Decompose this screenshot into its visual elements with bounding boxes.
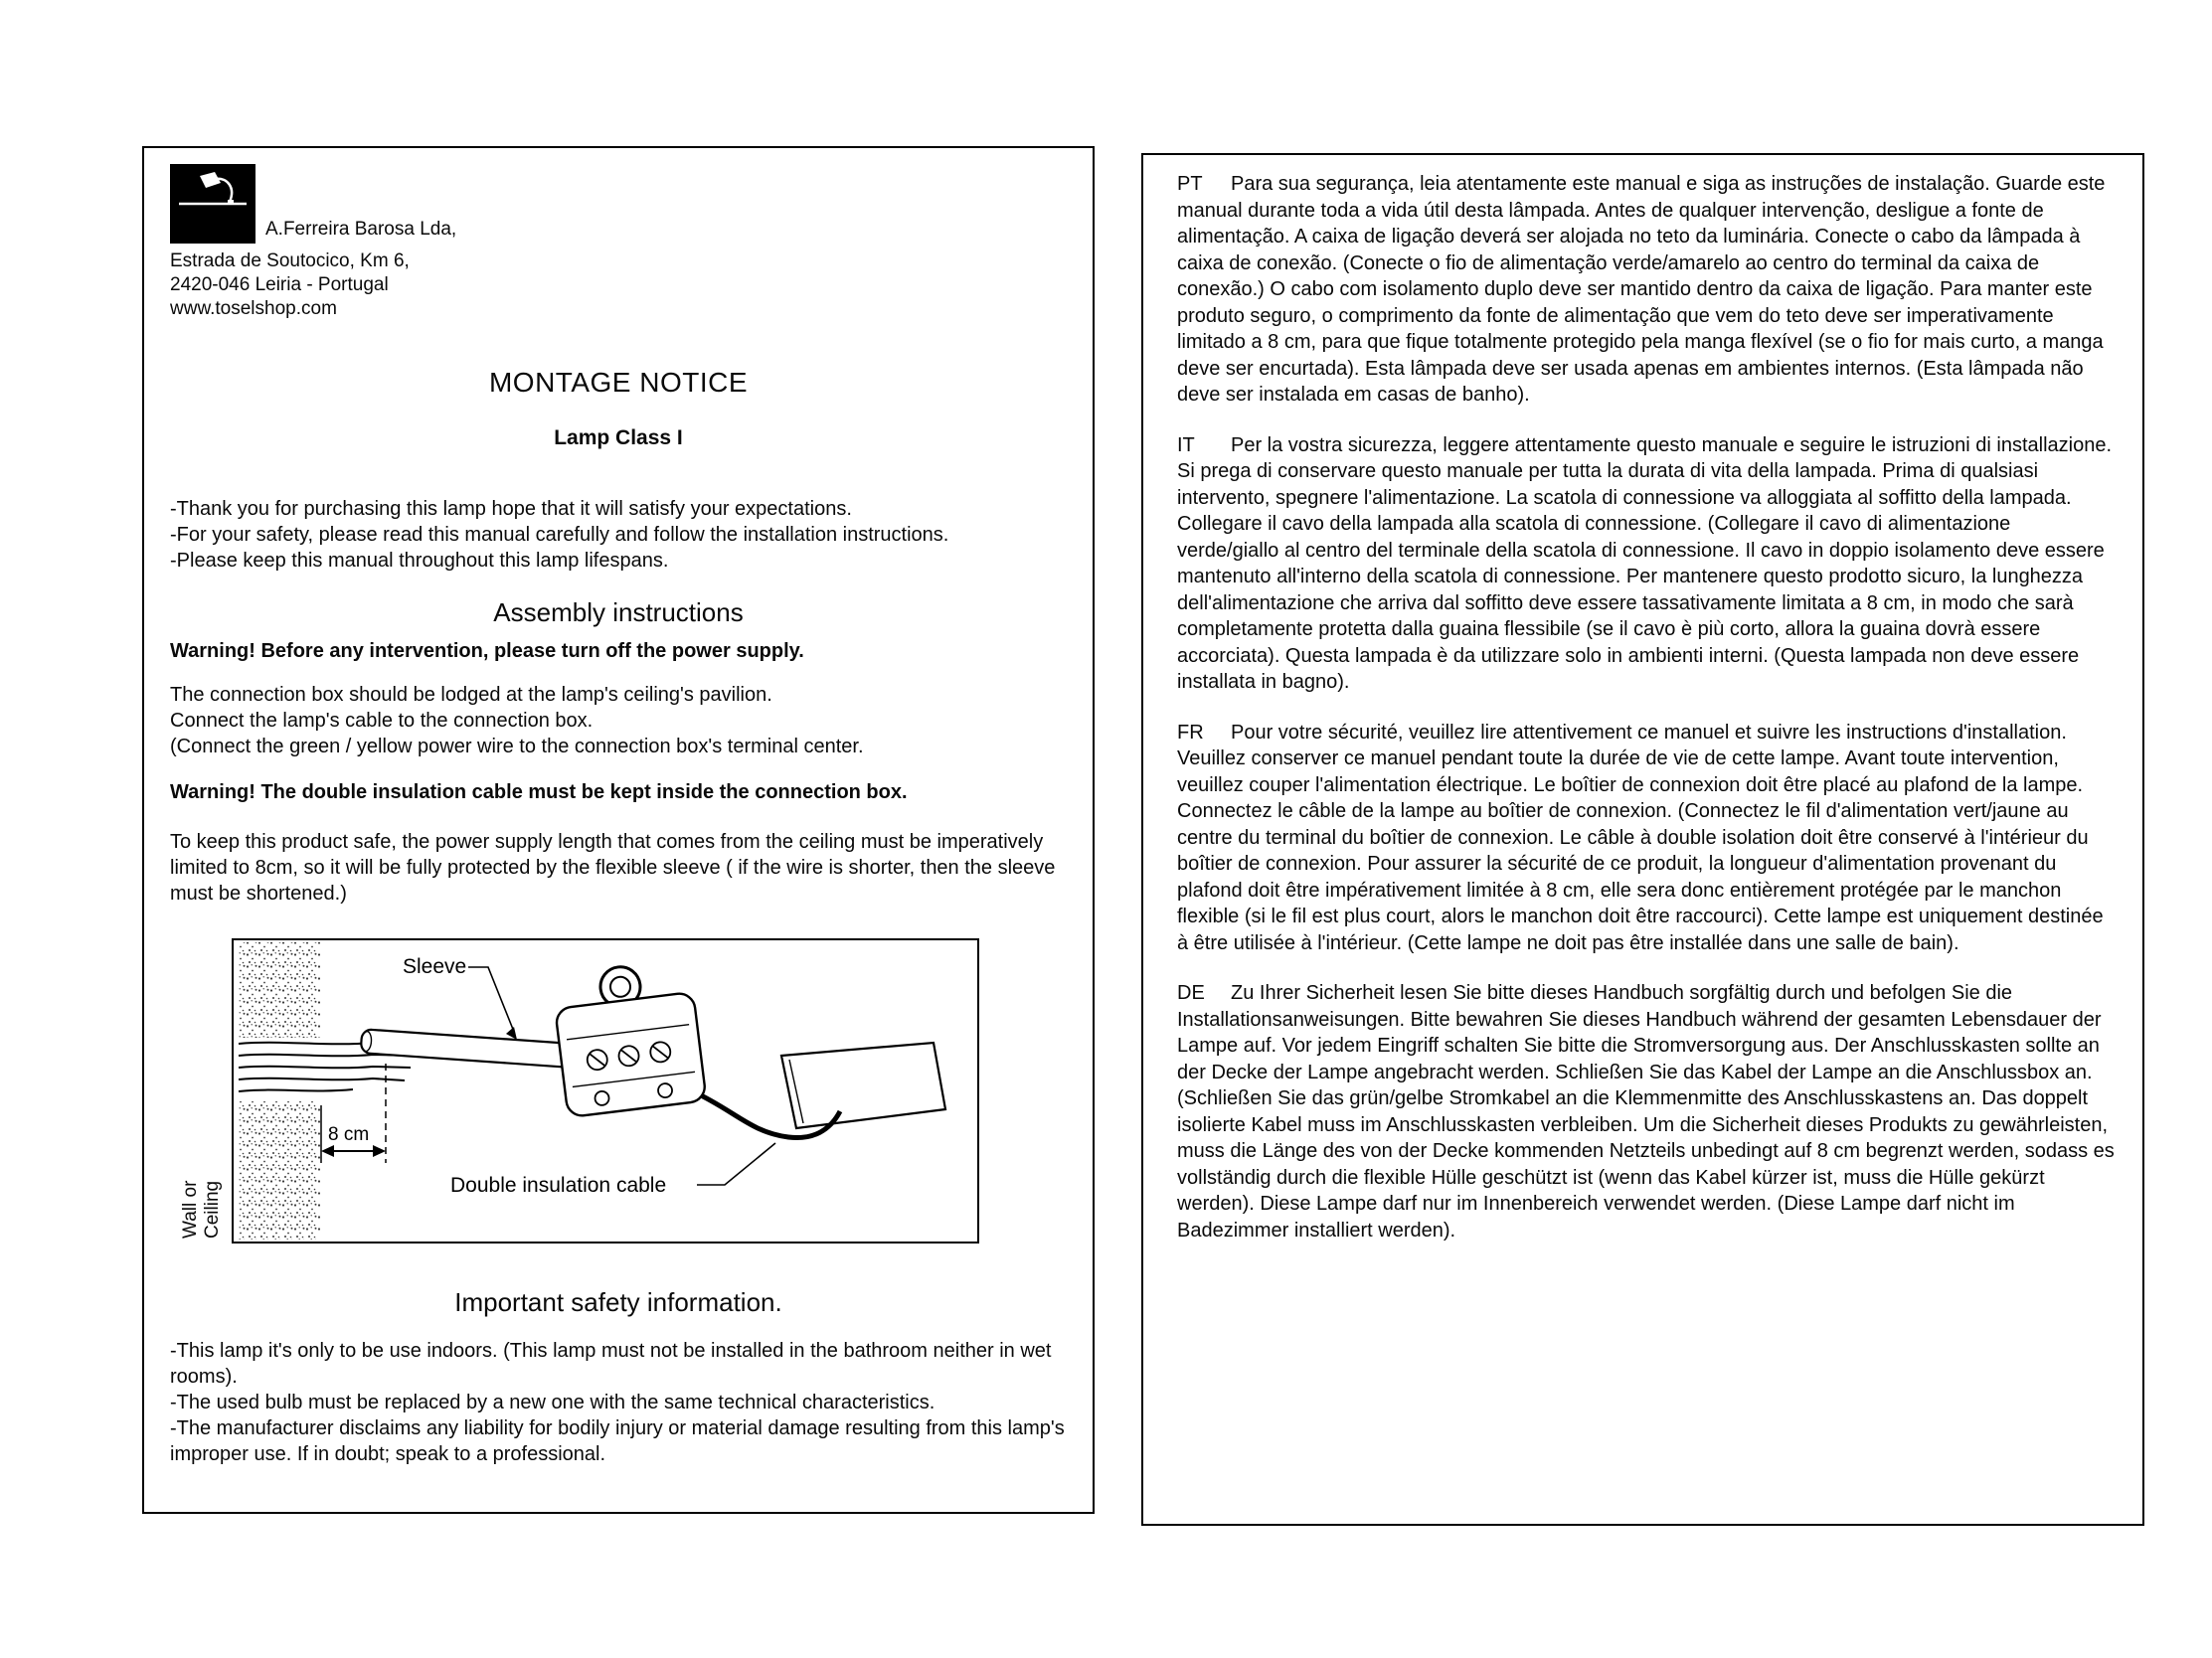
- double-insulation-cable: [693, 1091, 840, 1138]
- intro-paragraph: [170, 496, 1067, 574]
- sleeve-tube: [361, 1029, 583, 1068]
- safety-item: -This lamp it's only to be use indoors. (This lamp must not be installed in the bathroom neither in wet rooms).: [170, 1340, 1052, 1388]
- connection-line: Connect the lamp's cable to the connection box.: [170, 710, 594, 732]
- document-title: MONTAGE NOTICE: [488, 367, 749, 398]
- language-code-fr: FR: [1177, 721, 1204, 744]
- page-left: [142, 146, 1095, 1514]
- tosel-logo: [170, 164, 255, 244]
- sleeve-pointer: [468, 967, 514, 1032]
- safety-item: -The manufacturer disclaims any liability for bodily injury or material damage resulting from this lamp's improper use. If in doubt; speak to a professional.: [170, 1417, 1065, 1465]
- warning-power-supply: Warning! Before any intervention, please turn off the power supply.: [170, 640, 804, 662]
- language-section-pt: [1177, 171, 2115, 409]
- wall-opening: [239, 1038, 320, 1101]
- wall-label-line: Wall or: [180, 1180, 201, 1239]
- dimension-label: 8 cm: [328, 1124, 370, 1145]
- language-text-de: Zu Ihrer Sicherheit lesen Sie bitte dieses Handbuch sorgfältig durch und befolgen Sie die Installationsanweisungen. Bitte bewahren Sie dieses Handbuch während der gesamten Lebensdauer der Lampe auf. Vor jedem Eingriff schalten Sie bitte die Stromversorgung aus. Der Anschlusskasten sollte an der Decke der Lampe angebracht werden. Schließen Sie das Kabel der Lampe an die Anschlussbox an. (Schließen Sie das grün/gelbe Stromkabel an die Klemmenmitte des Anschlusskastens an. Das doppelt isolierte Kabel muss im Anschlusskasten verbleiben. Um die Sicherheit dieses Produkts zu gewährleisten, muss die Länge des von der Decke kommenden Netzteils unbedingt auf 8 cm begrenzt werden, sodass es vollständig durch die flexible Hülle geschützt ist (wenn das Kabel kürzer ist, muss die Hülle gekürzt werden). Diese Lampe darf nur im Innenbereich verwendet werden. (Diese Lampe darf nicht im Badezimmer installiert werden).: [1177, 982, 2115, 1242]
- safety-item: -The used bulb must be replaced by a new one with the same technical characteristics.: [170, 1392, 936, 1413]
- diagram-frame: [232, 938, 979, 1244]
- language-section-it: [1177, 432, 2115, 696]
- connection-box: [781, 1043, 945, 1128]
- safety-heading: Important safety information.: [454, 1287, 782, 1317]
- wall-ceiling-label: [180, 1181, 224, 1239]
- language-section-fr: [1177, 720, 2115, 957]
- warning-insulation: Warning! The double insulation cable must be kept inside the connection box.: [170, 781, 908, 803]
- language-code-it: IT: [1177, 433, 1195, 456]
- page-right: [1141, 153, 2144, 1526]
- connection-line: The connection box should be lodged at the lamp's ceiling's pavilion.: [170, 684, 772, 706]
- language-code-pt: PT: [1177, 173, 1203, 195]
- safety-list: [170, 1338, 1067, 1467]
- language-code-de: DE: [1177, 982, 1205, 1004]
- intro-line: -Thank you for purchasing this lamp hope that it will satisfy your expectations.: [170, 498, 852, 520]
- sleeve-pointer-arrowhead: [506, 1027, 517, 1040]
- logo-wordmark: Tosel: [182, 207, 244, 237]
- connection-paragraph: [170, 682, 1067, 759]
- address-line: 2420-046 Leiria - Portugal: [170, 274, 389, 295]
- connection-line: (Connect the green / yellow power wire to the connection box's terminal center.: [170, 736, 864, 757]
- language-section-de: [1177, 980, 2115, 1244]
- company-address: [170, 249, 1067, 321]
- cable-pointer: [697, 1143, 775, 1185]
- company-name: A.Ferreira Barosa Lda,: [265, 219, 457, 240]
- sleeve-label: Sleeve: [403, 955, 467, 978]
- language-text-pt: Para sua segurança, leia atentamente este manual e siga as instruções de instalação. Guarde este manual durante toda a vida útil desta lâmpada. Antes de qualquer intervenção, desligue a fonte de alimentação. A caixa de ligação deverá ser alojada no teto da luminária. Conecte o cabo da lâmpada à caixa de conexão. (Conecte o fio de alimentação verde/amarelo ao centro do terminal da caixa de conexão.) O cabo com isolamento duplo deve ser mantido dentro da caixa de ligação. Para manter este produto seguro, o comprimento da fonte de alimentação que vem do teto deve ser imperativamente limitado a 8 cm, para que fique totalmente protegido pela manga flexível (se o fio for mais curto, a manga deve ser encurtada). Esta lâmpada deve ser usada apenas em ambientes internos. (Esta lâmpada não deve ser instalada em casas de banho).: [1177, 173, 2106, 406]
- header: [170, 164, 1067, 244]
- connector-block: [551, 958, 707, 1117]
- document-subtitle: Lamp Class I: [554, 426, 683, 449]
- wall-label-line: Ceiling: [202, 1180, 223, 1239]
- address-line: Estrada de Soutocico, Km 6,: [170, 250, 410, 271]
- language-text-it: Per la vostra sicurezza, leggere attentamente questo manuale e seguire le istruzioni di installazione. Si prega di conservare questo manuale per tutta la durata di vita della lampada. Prima di qualsiasi intervento, spegnere l'alimentazione. La scatola di connessione va alloggiata al soffitto della lampada. Collegare il cavo della lampada alla scatola di connessione. (Collegare il cavo di alimentazione verde/giallo al centro del terminale della scatola di connessione. Il cavo in doppio isolamento deve essere mantenuto all'interno della scatola di connessione. Per mantenere questo prodotto sicuro, la lunghezza dell'alimentazione che arriva dal soffitto deve essere tassativamente limitata a 8 cm, in modo che sarà completamente protetta dalla guaina flessibile (se il cavo è più corto, allora la guaina dovrà essere accorciata). Questa lampada è da utilizzare solo in ambienti interni. (Questa lampada non deve essere installata in bagno).: [1177, 433, 2113, 693]
- intro-line: -Please keep this manual throughout this lamp lifespans.: [170, 550, 669, 572]
- cable-label: Double insulation cable: [450, 1174, 667, 1197]
- installation-diagram: [180, 938, 979, 1244]
- sleeve-paragraph: To keep this product safe, the power supply length that comes from the ceiling must be imperatively limited to 8cm, so it will be fully protected by the flexible sleeve ( if the wire is shorter, then the sleeve must be shortened.): [170, 831, 1056, 905]
- assembly-heading: Assembly instructions: [493, 597, 744, 627]
- language-text-fr: Pour votre sécurité, veuillez lire attentivement ce manuel et suivre les instructions d'installation. Veuillez conserver ce manuel pendant toute la durée de vie de cette lampe. Avant toute intervention, veuillez couper l'alimentation électrique. Le boîtier de connexion doit être placé au plafond de la lampe. Connectez le câble de la lampe au boîtier de connexion. (Connectez le fil d'alimentation vert/jaune au centre du terminal du boîtier de connexion. Le câble à double isolation doit être conservé à l'intérieur du boîtier de connexion. Pour assurer la sécurité de ce produit, la longueur d'alimentation provenant du plafond doit être impérativement limitée à 8 cm, elle sera donc entièrement protégée par le manchon flexible (si le fil est plus court, alors le manchon doit être raccourci). Cette lampe est uniquement destinée à être utilisée à l'intérieur. (Cette lampe ne doit pas être installée dans une salle de bain).: [1177, 721, 2104, 954]
- website-url: www.toselshop.com: [170, 298, 337, 319]
- intro-line: -For your safety, please read this manual carefully and follow the installation instructions.: [170, 524, 949, 546]
